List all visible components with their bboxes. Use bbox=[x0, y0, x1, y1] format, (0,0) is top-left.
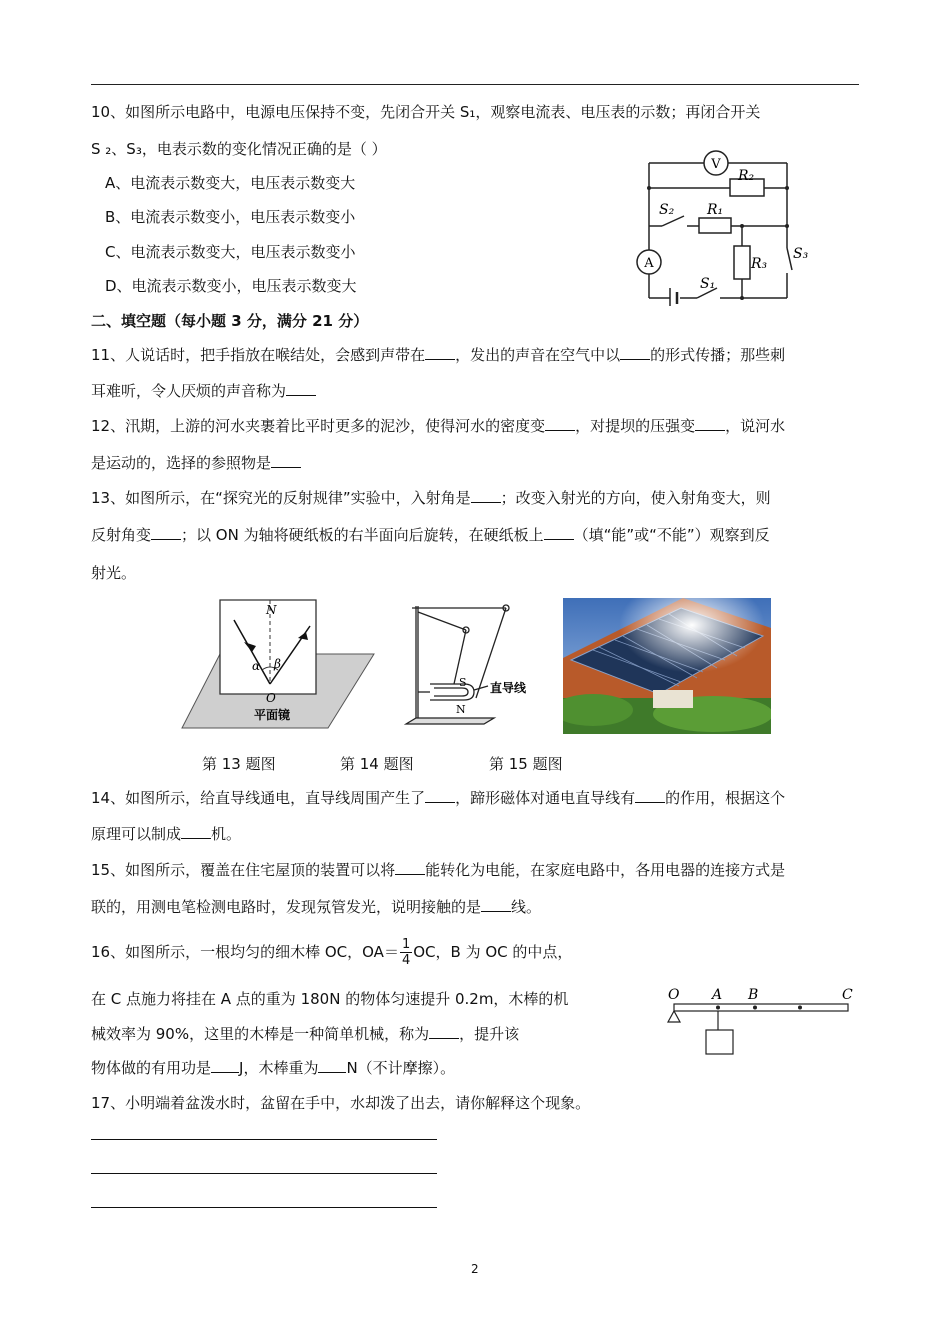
q11-text-4: 耳难听，令人厌烦的声音称为 bbox=[91, 382, 287, 400]
q14-blank-1[interactable] bbox=[425, 788, 455, 803]
q14-blank-3[interactable] bbox=[181, 824, 211, 839]
q17-text: 17、小明端着盆泼水时，盆留在手中，水却泼了出去，请你解释这个现象。 bbox=[91, 1094, 591, 1112]
q16-blank-3[interactable] bbox=[318, 1058, 346, 1073]
q15-text-2: 能转化为电能，在家庭电路中，各用电器的连接方式是 bbox=[425, 861, 786, 879]
q16-line3 bbox=[91, 1023, 519, 1044]
q13-text-1: 13、如图所示，在“探究光的反射规律”实验中，入射角是 bbox=[91, 489, 471, 507]
q16-fraction bbox=[400, 937, 412, 968]
figure-15-solar-roof-photo bbox=[563, 598, 771, 734]
caption-fig13: 第 13 题图 bbox=[202, 755, 276, 773]
fig14-wire-label: 直导线 bbox=[490, 681, 527, 695]
page-number: 2 bbox=[471, 1262, 479, 1276]
q12-blank-1[interactable] bbox=[545, 416, 575, 431]
q11-blank-2[interactable] bbox=[620, 345, 650, 360]
q16-line2: 在 C 点施力将挂在 A 点的重为 180N 的物体匀速提升 0.2m，木棒的机 bbox=[91, 990, 569, 1008]
figure-13-reflection bbox=[178, 598, 376, 734]
q14-text-5: 机。 bbox=[211, 825, 242, 843]
q14-text-3: 的作用，根据这个 bbox=[665, 789, 786, 807]
fig14-n-label: N bbox=[456, 703, 466, 716]
q13-text-4: ；以 ON 为轴将硬纸板的右半面向后旋转，在硬纸板上 bbox=[181, 526, 544, 544]
q11-line1 bbox=[91, 344, 785, 365]
q14-text-1: 14、如图所示，给直导线通电，直导线周围产生了 bbox=[91, 789, 426, 807]
q16-blank-2[interactable] bbox=[211, 1058, 239, 1073]
q16-line1 bbox=[91, 932, 572, 972]
s2-label: S₂ bbox=[659, 202, 675, 218]
answer-line-3[interactable] bbox=[91, 1207, 437, 1208]
q16-text-7: J，木棒重为 bbox=[239, 1059, 319, 1077]
lever-b-label: B bbox=[748, 987, 759, 1003]
answer-line-1[interactable] bbox=[91, 1139, 437, 1140]
q15-text-1: 15、如图所示，覆盖在住宅屋顶的装置可以将 bbox=[91, 861, 396, 879]
q15-text-3: 联的，用测电笔检测电路时，发现氖管发光，说明接触的是 bbox=[91, 898, 482, 916]
caption-fig14: 第 14 题图 bbox=[340, 755, 414, 773]
q12-blank-2[interactable] bbox=[695, 416, 725, 431]
lever-o-label: O bbox=[668, 987, 680, 1003]
q16-text-5: ，提升该 bbox=[459, 1025, 520, 1043]
q12-text-2: ，对提坝的压强变 bbox=[575, 417, 696, 435]
q13-text-5: （填“能”或“不能”）观察到反 bbox=[573, 526, 770, 544]
figure-14-magnet-wire bbox=[404, 600, 536, 734]
lever-c-label: C bbox=[842, 987, 853, 1003]
q12-line2 bbox=[91, 452, 301, 473]
s3-label: S₃ bbox=[793, 246, 809, 262]
fig13-o-label: O bbox=[266, 691, 276, 705]
q14-line2 bbox=[91, 823, 241, 844]
caption-fig15: 第 15 题图 bbox=[489, 755, 563, 773]
q11-blank-1[interactable] bbox=[425, 345, 455, 360]
q13-line3: 射光。 bbox=[91, 564, 137, 582]
q10-option-a: A、电流表示数变大，电压表示数变大 bbox=[105, 174, 356, 192]
q10-option-b: B、电流表示数变小，电压表示数变小 bbox=[105, 208, 356, 226]
q12-line1 bbox=[91, 415, 785, 436]
q11-line2 bbox=[91, 380, 316, 401]
lever-diagram bbox=[664, 984, 864, 1058]
q15-line2 bbox=[91, 896, 541, 917]
q13-text-2: ；改变入射光的方向，使入射角变大，则 bbox=[500, 489, 771, 507]
q14-text-4: 原理可以制成 bbox=[91, 825, 182, 843]
q13-line1 bbox=[91, 487, 771, 508]
q13-text-3: 反射角变 bbox=[91, 526, 152, 544]
header-rule bbox=[91, 84, 859, 85]
q15-line1 bbox=[91, 859, 785, 880]
q13-blank-2[interactable] bbox=[151, 525, 181, 540]
s1-label: S₁ bbox=[700, 276, 716, 292]
q10-option-c: C、电流表示数变大，电压表示数变小 bbox=[105, 243, 356, 261]
lever-a-label: A bbox=[712, 987, 723, 1003]
circuit-diagram bbox=[632, 148, 818, 306]
q12-blank-3[interactable] bbox=[271, 453, 301, 468]
fig13-alpha-label: α bbox=[252, 659, 261, 673]
q10-line2: S ₂、S₃，电表示数的变化情况正确的是（ ） bbox=[91, 140, 387, 158]
q10-option-d: D、电流表示数变小，电压表示数变大 bbox=[105, 277, 357, 295]
q16-text-6: 物体做的有用功是 bbox=[91, 1059, 212, 1077]
q14-blank-2[interactable] bbox=[635, 788, 665, 803]
q10-line1: 10、如图所示电路中，电源电压保持不变，先闭合开关 S₁，观察电流表、电压表的示数；再闭合开关 bbox=[91, 103, 761, 121]
q16-text-2: OC，B 为 OC 的中点， bbox=[413, 943, 573, 961]
fig14-s-label: S bbox=[459, 676, 467, 689]
q11-text-2: ，发出的声音在空气中以 bbox=[455, 346, 621, 364]
r2-label: R₂ bbox=[738, 168, 755, 184]
q14-text-2: ，蹄形磁体对通电直导线有 bbox=[455, 789, 636, 807]
q13-line2 bbox=[91, 524, 770, 545]
q16-text-4: 械效率为 90%，这里的木棒是一种简单机械，称为 bbox=[91, 1025, 430, 1043]
q11-blank-3[interactable] bbox=[286, 381, 316, 396]
r1-label: R₁ bbox=[707, 202, 724, 218]
answer-line-2[interactable] bbox=[91, 1173, 437, 1174]
q16-text-8: N（不计摩擦）。 bbox=[346, 1059, 456, 1077]
q13-blank-1[interactable] bbox=[471, 488, 501, 503]
section-title: 二、填空题（每小题 3 分，满分 21 分） bbox=[91, 312, 369, 330]
fig13-n-label: N bbox=[266, 603, 277, 617]
fig13-mirror-label: 平面镜 bbox=[254, 708, 291, 722]
q16-frac-num: 1 bbox=[401, 937, 411, 952]
q15-blank-2[interactable] bbox=[481, 897, 511, 912]
voltmeter-label: V bbox=[711, 157, 721, 172]
q16-text-1: 16、如图所示，一根均匀的细木棒 OC，OA＝ bbox=[91, 943, 399, 961]
q16-frac-den: 4 bbox=[401, 953, 411, 968]
q11-text-3: 的形式传播；那些刺 bbox=[650, 346, 786, 364]
ammeter-label: A bbox=[644, 256, 654, 271]
fig13-beta-label: β bbox=[274, 657, 281, 671]
q16-blank-1[interactable] bbox=[429, 1024, 459, 1039]
q16-line4 bbox=[91, 1057, 455, 1078]
q12-text-3: ，说河水 bbox=[725, 417, 786, 435]
q11-text-1: 11、人说话时，把手指放在喉结处，会感到声带在 bbox=[91, 346, 426, 364]
q12-text-4: 是运动的，选择的参照物是 bbox=[91, 454, 272, 472]
q15-text-4: 线。 bbox=[511, 898, 542, 916]
q13-blank-3[interactable] bbox=[544, 525, 574, 540]
q15-blank-1[interactable] bbox=[395, 860, 425, 875]
r3-label: R₃ bbox=[751, 256, 768, 272]
q14-line1 bbox=[91, 787, 785, 808]
q12-text-1: 12、汛期，上游的河水夹裹着比平时更多的泥沙，使得河水的密度变 bbox=[91, 417, 546, 435]
